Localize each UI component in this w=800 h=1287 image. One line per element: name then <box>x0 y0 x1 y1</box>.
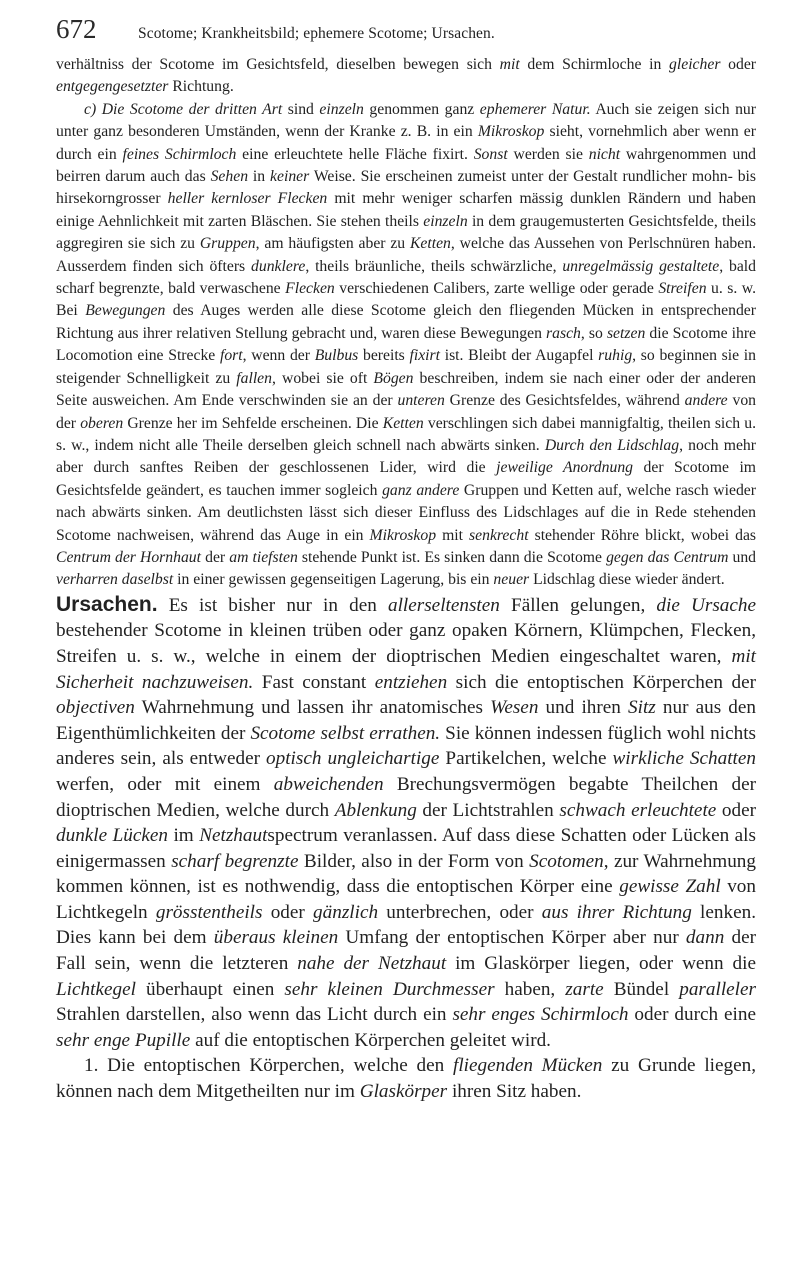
page-number: 672 <box>56 14 97 44</box>
paragraph-scotome-third-kind: c) Die Scotome der dritten Art sind einzeln genommen ganz ephemerer Natur. Auch sie zeigen sich nur unter ganz besonderen Umständen, wenn der Kranke z. B. in ein Mikroskop sieht, vornehmlich aber wenn er durch ein feines Schirmloch eine erleuchtete helle Fläche fixirt. Sonst werden sie nicht wahrgenommen und beirren darum auch das Sehen in keiner Weise. Sie erscheinen zumeist unter der Gestalt rundlicher mohn- bis hirsekorngrosser heller kernloser Flecken mit mehr weniger scharfen mässig dunklen Rändern und haben einige Aehnlichkeit mit zarten Bläschen. Sie stehen theils einzeln in dem graugemusterten Gesichtsfelde, theils aggregiren sie sich zu Gruppen, am häufigsten aber zu Ketten, welche das Aussehen von Perlschnüren haben. Ausserdem finden sich öfters dunklere, theils bräunliche, theils schwärzliche, unregelmässig gestaltete, bald scharf begrenzte, bald verwaschene Flecken verschiedenen Calibers, zarte wellige oder gerade Streifen u. s. w. Bei Bewegungen des Auges werden alle diese Scotome gleich den fliegenden Mücken in entsprechender Richtung aus ihrer relativen Stellung gebracht und, waren diese Bewegungen rasch, so setzen die Scotome ihre Locomotion eine Strecke fort, wenn der Bulbus bereits fixirt ist. Bleibt der Augapfel ruhig, so beginnen sie in steigender Schnelligkeit zu fallen, wobei sie oft Bögen beschreiben, indem sie nach einer oder der anderen Seite ausweichen. Am Ende verschwinden sie an der unteren Grenze des Gesichtsfeldes, während andere von der oberen Grenze her im Sehfelde erscheinen. Die Ketten verschlingen sich dabei mannigfaltig, theilen sich u. s. w., indem nicht alle Theile derselben gleich schnell nach abwärts sinken. Durch den Lidschlag, noch mehr aber durch sanftes Reiben der geschlossenen Lider, wird die jeweilige Anordnung der Scotome im Gesichtsfelde geändert, es tauchen immer sogleich ganz andere Gruppen und Ketten auf, welche rasch wieder nach abwärts sinken. Am deutlichsten lässt sich dieser Einfluss des Lidschlages auf die in Rede stehenden Scotome nachweisen, während das Auge in ein Mikroskop mit senkrecht stehender Röhre blickt, wobei das Centrum der Hornhaut der am tiefsten stehende Punkt ist. Es sinken dann die Scotome gegen das Centrum und verharren daselbst in einer gewissen gegenseitigen Lagerung, bis ein neuer Lidschlag diese wieder ändert. <box>56 100 757 589</box>
paragraph-continuation: verhältniss der Scotome im Gesichtsfeld, dieselben bewegen sich mit dem Schirmloche in gleicher oder entgegengesetzter Richtung. <box>56 56 757 96</box>
section-heading-ursachen: Ursachen. <box>56 592 158 616</box>
paragraph-item-1: 1. Die entoptischen Körperchen, welche den fliegenden Mücken zu Grunde liegen, können nach dem Mitgetheilten nur im Glaskörper ihren Sitz haben. <box>56 1055 757 1103</box>
paragraph-ursachen: Ursachen. Es ist bisher nur in den allerseltensten Fällen gelungen, die Ursache bestehender Scotome in kleinen trüben oder ganz opaken Körnern, Klümpchen, Flecken, Streifen u. s. w., welche in einem der dioptrischen Medien eingeschaltet waren, mit Sicherheit nachzuweisen. Fast constant entziehen sich die entoptischen Körperchen der objectiven Wahrnehmung und lassen ihr anatomisches Wesen und ihren Sitz nur aus den Eigenthümlichkeiten der Scotome selbst errathen. Sie können indessen füglich wohl nichts anderes sein, als entweder optisch ungleichartige Partikelchen, welche wirkliche Schatten werfen, oder mit einem abweichenden Brechungsvermögen begabte Theilchen der dioptrischen Medien, welche durch Ablenkung der Lichtstrahlen schwach erleuchtete oder dunkle Lücken im Netzhautspectrum veranlassen. Auf dass diese Schatten oder Lücken als einigermassen scharf begrenzte Bilder, also in der Form von Scotomen, zur Wahrnehmung kommen können, ist es nothwendig, dass die entoptischen Körper eine gewisse Zahl von Lichtkegeln grösstentheils oder gänzlich unterbrechen, oder aus ihrer Richtung lenken. Dies kann bei dem überaus kleinen Umfang der entoptischen Körper aber nur dann der Fall sein, wenn die letzteren nahe der Netzhaut im Glaskörper liegen, oder wenn die Lichtkegel überhaupt einen sehr kleinen Durchmesser haben, zarte Bündel paralleler Strahlen darstellen, also wenn das Licht durch ein sehr enges Schirmloch oder durch eine sehr enge Pupille auf die entoptischen Körperchen geleitet wird. <box>56 592 757 1051</box>
running-head: Scotome; Krankheitsbild; ephemere Scotome; Ursachen. <box>138 25 495 42</box>
page-header <box>56 14 756 54</box>
